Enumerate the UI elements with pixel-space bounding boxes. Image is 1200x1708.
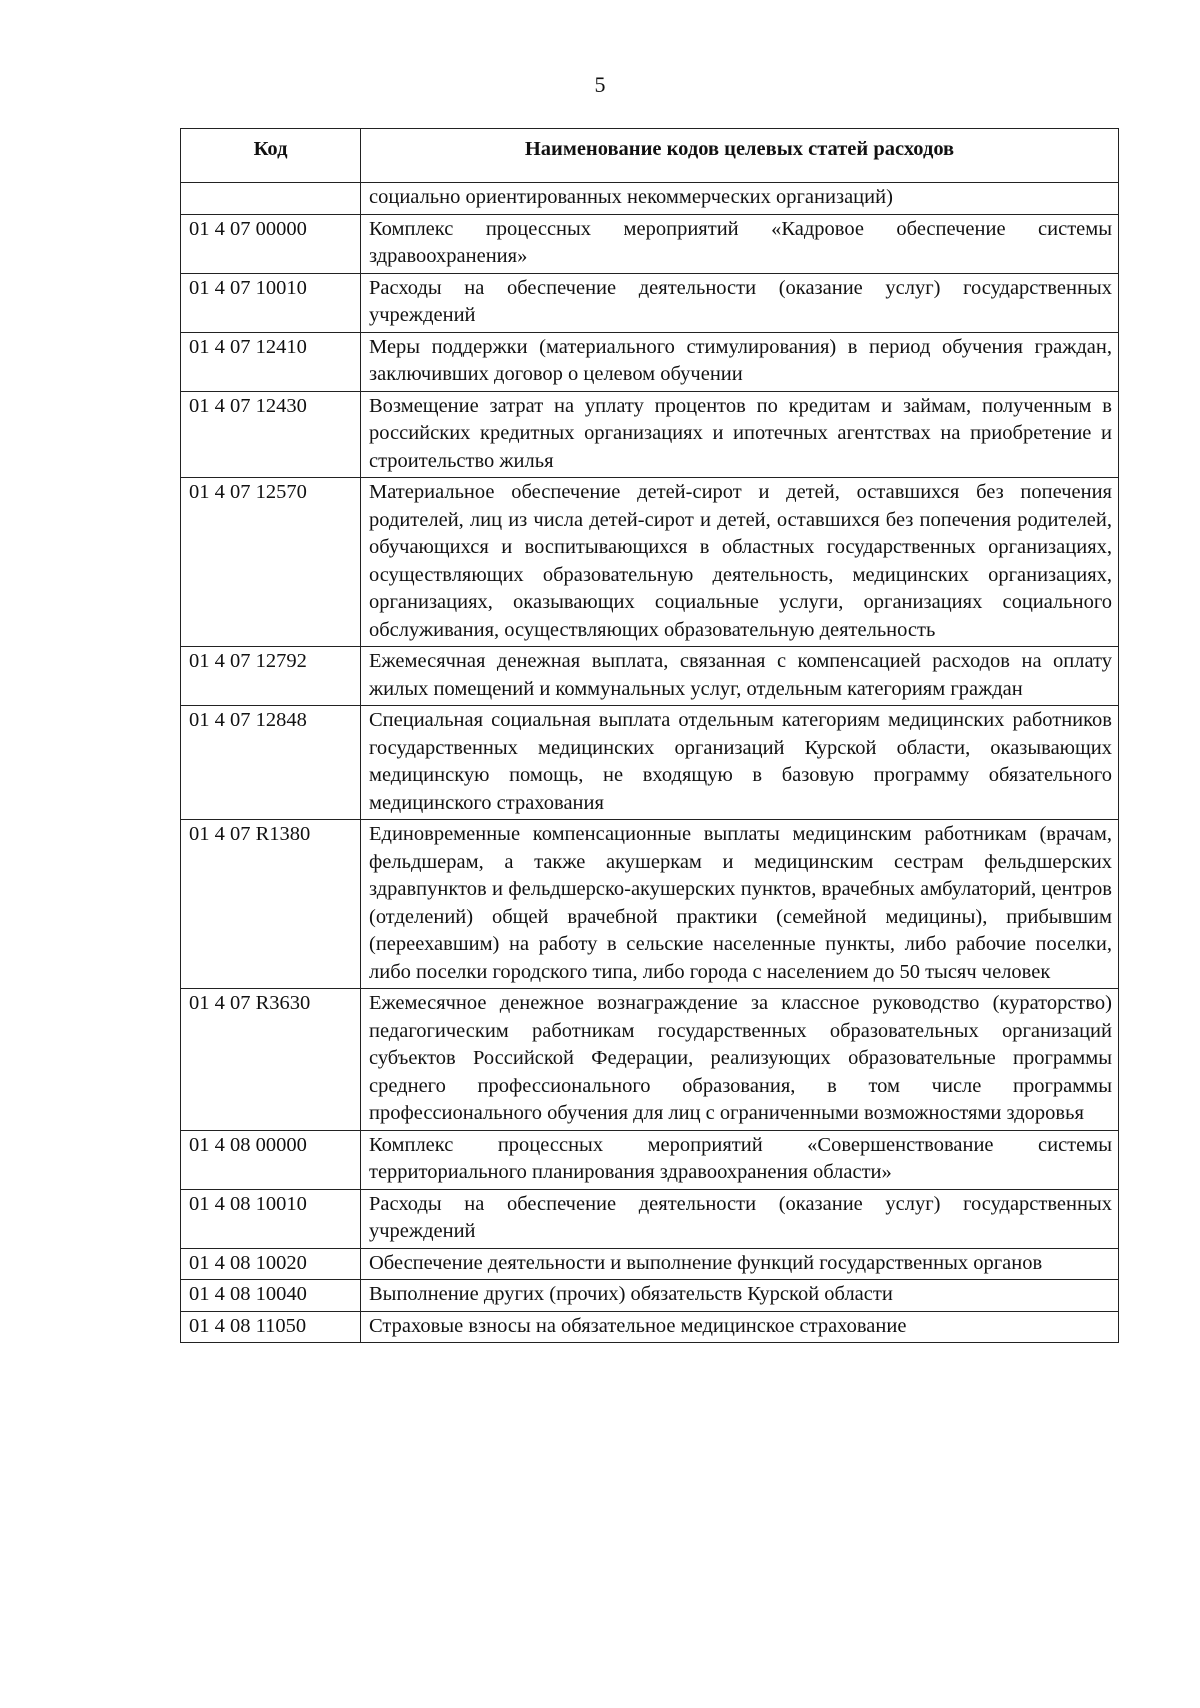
table-row [181,391,1119,478]
row-code: 01 4 07 12430 [181,391,361,478]
table-row [181,1311,1119,1343]
table-row [181,478,1119,647]
row-code: 01 4 08 10010 [181,1189,361,1248]
table-row [181,332,1119,391]
row-name: Комплекс процессных мероприятий «Кадровое обеспечение системы здравоохранения» [361,214,1119,273]
row-name: социально ориентированных некоммерческих организаций) [361,183,1119,215]
row-name: Расходы на обеспечение деятельности (оказание услуг) государственных учреждений [361,1189,1119,1248]
table-row [181,214,1119,273]
row-code: 01 4 07 12848 [181,706,361,820]
table-row [181,820,1119,989]
row-code: 01 4 08 00000 [181,1130,361,1189]
row-code: 01 4 07 R3630 [181,989,361,1131]
row-name: Материальное обеспечение детей-сирот и детей, оставшихся без попечения родителей, лиц из числа детей-сирот и детей, оставшихся без попечения родителей, обучающихся и воспитывающихся в областных государственных организациях, осуществляющих образовательную деятельность, медицинских организациях, организациях, оказывающих социальные услуги, организациях социального обслуживания, осуществляющих образовательную деятельность [361,478,1119,647]
table-row [181,1248,1119,1280]
row-name: Меры поддержки (материального стимулирования) в период обучения граждан, заключивших договор о целевом обучении [361,332,1119,391]
table-row [181,1280,1119,1312]
page-number: 5 [594,72,606,97]
table-row [181,273,1119,332]
row-code: 01 4 07 12410 [181,332,361,391]
column-header-name: Наименование кодов целевых статей расходов [361,129,1119,183]
table-row [181,1189,1119,1248]
row-code: 01 4 07 12792 [181,647,361,706]
table-row [181,647,1119,706]
table-row [181,1130,1119,1189]
table-row [181,989,1119,1131]
row-name: Обеспечение деятельности и выполнение функций государственных органов [361,1248,1119,1280]
row-name: Ежемесячная денежная выплата, связанная с компенсацией расходов на оплату жилых помещений и коммунальных услуг, отдельным категориям граждан [361,647,1119,706]
row-name: Комплекс процессных мероприятий «Совершенствование системы территориального планирования здравоохранения области» [361,1130,1119,1189]
row-code: 01 4 07 00000 [181,214,361,273]
row-name: Возмещение затрат на уплату процентов по кредитам и займам, полученным в российских кредитных организациях и ипотечных агентствах на приобретение и строительство жилья [361,391,1119,478]
row-code: 01 4 08 10020 [181,1248,361,1280]
table-row [181,183,1119,215]
table-row [181,706,1119,820]
row-code: 01 4 08 10040 [181,1280,361,1312]
row-name: Расходы на обеспечение деятельности (оказание услуг) государственных учреждений [361,273,1119,332]
row-code: 01 4 07 10010 [181,273,361,332]
row-code: 01 4 07 R1380 [181,820,361,989]
budget-codes-table [180,128,1119,1343]
column-header-code: Код [181,129,361,183]
row-code [181,183,361,215]
table-header-row [181,129,1119,183]
row-code: 01 4 08 11050 [181,1311,361,1343]
row-name: Ежемесячное денежное вознаграждение за классное руководство (кураторство) педагогическим работникам государственных образовательных организаций субъектов Российской Федерации, реализующих образовательные программы среднего профессионального образования, в том числе программы профессионального обучения для лиц с ограниченными возможностями здоровья [361,989,1119,1131]
row-code: 01 4 07 12570 [181,478,361,647]
row-name: Единовременные компенсационные выплаты медицинским работникам (врачам, фельдшерам, а также акушеркам и медицинским сестрам фельдшерских здравпунктов и фельдшерско-акушерских пунктов, врачебных амбулаторий, центров (отделений) общей врачебной практики (семейной медицины), прибывшим (переехавшим) на работу в сельские населенные пункты, либо рабочие поселки, либо поселки городского типа, либо города с населением до 50 тысяч человек [361,820,1119,989]
row-name: Выполнение других (прочих) обязательств Курской области [361,1280,1119,1312]
row-name: Страховые взносы на обязательное медицинское страхование [361,1311,1119,1343]
row-name: Специальная социальная выплата отдельным категориям медицинских работников государственных медицинских организаций Курской области, оказывающих медицинскую помощь, не входящую в базовую программу обязательного медицинского страхования [361,706,1119,820]
